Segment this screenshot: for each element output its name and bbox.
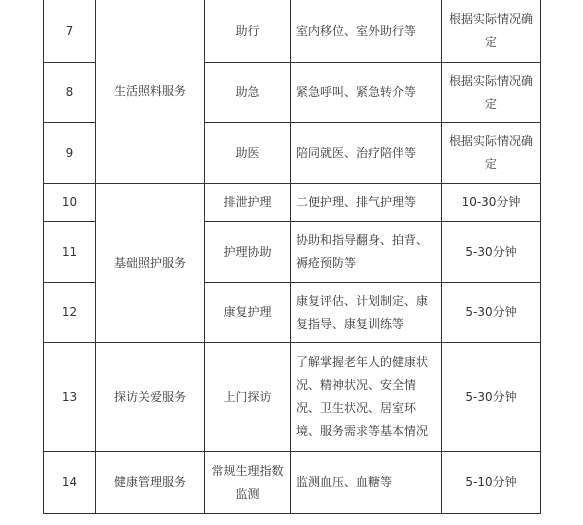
row-number: 8 (44, 63, 96, 123)
row-number: 14 (44, 452, 96, 514)
service-content: 紧急呼叫、紧急转介等 (291, 63, 442, 123)
service-table (43, 0, 541, 514)
service-content: 康复评估、计划制定、康复指导、康复训练等 (291, 283, 442, 343)
service-time: 5-30分钟 (442, 222, 541, 283)
row-number: 12 (44, 283, 96, 343)
row-number: 10 (44, 184, 96, 222)
row-number: 9 (44, 123, 96, 184)
row-number: 11 (44, 222, 96, 283)
service-item: 助医 (205, 123, 291, 184)
service-time: 5-30分钟 (442, 343, 541, 452)
service-time: 根据实际情况确定 (442, 0, 541, 63)
service-content: 了解掌握老年人的健康状况、精神状况、安全情况、卫生状况、居室环境、服务需求等基本情况 (291, 343, 442, 452)
service-content: 协助和指导翻身、拍背、褥疮预防等 (291, 222, 442, 283)
service-content: 陪同就医、治疗陪伴等 (291, 123, 442, 184)
service-item: 护理协助 (205, 222, 291, 283)
service-time: 10-30分钟 (442, 184, 541, 222)
service-item: 助行 (205, 0, 291, 63)
service-time: 根据实际情况确定 (442, 123, 541, 184)
service-item: 康复护理 (205, 283, 291, 343)
service-item: 常规生理指数监测 (205, 452, 291, 514)
category-cell: 基础照护服务 (96, 184, 205, 343)
category-cell: 探访关爱服务 (96, 343, 205, 452)
table-row (44, 343, 541, 452)
service-time: 根据实际情况确定 (442, 63, 541, 123)
service-content: 二便护理、排气护理等 (291, 184, 442, 222)
service-time: 5-10分钟 (442, 452, 541, 514)
service-item: 上门探访 (205, 343, 291, 452)
table-row (44, 452, 541, 514)
service-content: 室内移位、室外助行等 (291, 0, 442, 63)
category-cell: 健康管理服务 (96, 452, 205, 514)
service-content: 监测血压、血糖等 (291, 452, 442, 514)
row-number: 7 (44, 0, 96, 63)
row-number: 13 (44, 343, 96, 452)
service-item: 助急 (205, 63, 291, 123)
service-item: 排泄护理 (205, 184, 291, 222)
table-row (44, 184, 541, 222)
table-row (44, 0, 541, 63)
service-time: 5-30分钟 (442, 283, 541, 343)
category-cell: 生活照料服务 (96, 0, 205, 184)
